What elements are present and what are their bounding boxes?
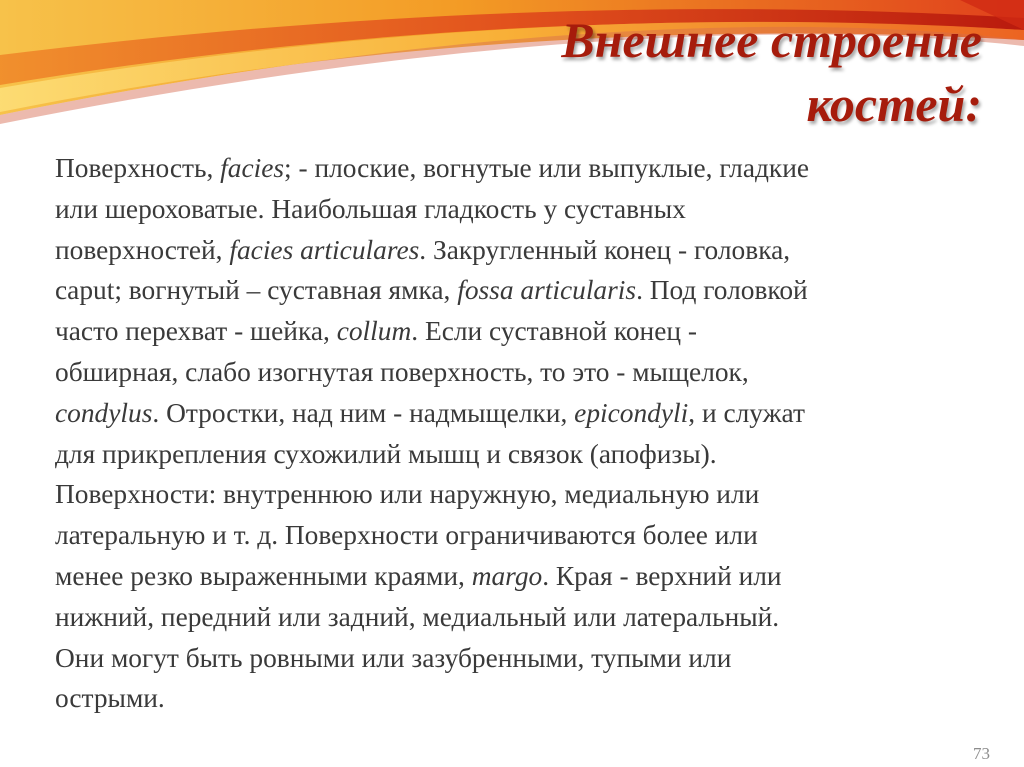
text-line-5: часто перехват - шейка, collum. Если суставной конец - bbox=[55, 316, 697, 347]
latin-term-margo: margo bbox=[471, 560, 543, 591]
latin-term-facies-articulares: facies articulares bbox=[229, 234, 420, 265]
latin-term-facies: facies bbox=[220, 153, 285, 183]
text-line-10: латеральную и т. д. Поверхности ограничиваются более или bbox=[55, 520, 758, 551]
latin-term-collum: collum bbox=[336, 316, 412, 347]
page-number: 73 bbox=[973, 744, 990, 763]
text-line-8: для прикрепления сухожилий мышц и связок (апофизы). bbox=[55, 438, 717, 469]
latin-term-fossa-articularis: fossa articularis bbox=[457, 275, 637, 306]
body-paragraph bbox=[55, 148, 1005, 719]
slide-title-line-2: костей: bbox=[806, 76, 982, 132]
text-line-1: Поверхность, facies; - плоские, вогнутые или выпуклые, гладкие bbox=[55, 153, 810, 183]
text-line-4: caput; вогнутый – суставная ямка, fossa articularis. Под головкой bbox=[55, 275, 808, 306]
slide-title-line-1: Внешнее строение bbox=[561, 12, 982, 68]
latin-term-condylus: condylus bbox=[55, 397, 153, 428]
text-line-2: или шероховатые. Наибольшая гладкость у суставных bbox=[55, 193, 686, 224]
text-line-9: Поверхности: внутреннюю или наружную, медиальную или bbox=[55, 479, 760, 510]
text-line-7: condylus. Отростки, над ним - надмыщелки, epicondyli, и служат bbox=[55, 397, 805, 428]
text-line-12: нижний, передний или задний, медиальный или латеральный. bbox=[55, 601, 780, 632]
text-line-13: Они могут быть ровными или зазубренными, тупыми или bbox=[55, 642, 732, 673]
latin-term-epicondyli: epicondyli bbox=[574, 397, 689, 428]
slide-title bbox=[422, 8, 982, 136]
text-line-11: менее резко выраженными краями, margo. Края - верхний или bbox=[55, 560, 782, 591]
text-line-3: поверхностей, facies articulares. Закругленный конец - головка, bbox=[55, 234, 791, 265]
text-line-14: острыми. bbox=[55, 683, 165, 714]
text-line-6: обширная, слабо изогнутая поверхность, то это - мыщелок, bbox=[55, 356, 749, 387]
